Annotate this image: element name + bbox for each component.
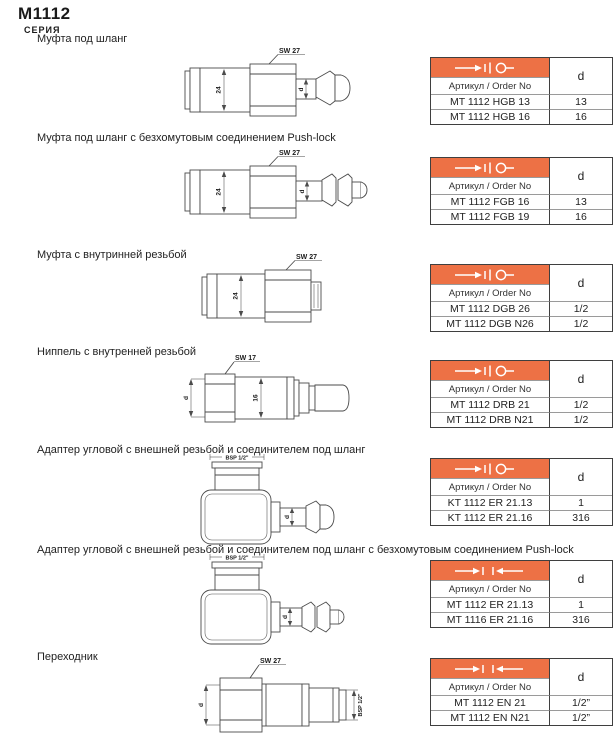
technical-drawing-socket-female (196, 250, 346, 335)
article-cell: MT 1112 ER 21.13 (431, 597, 549, 612)
d-dim-label: d (183, 396, 190, 400)
column-header-article: Артикул / Order No (431, 77, 549, 94)
sw-label: SW 27 (260, 658, 282, 665)
bsp-label: BSP 1/2" (225, 455, 249, 462)
spec-table (430, 57, 613, 125)
article-cell: MT 1112 EN N21 (431, 710, 549, 725)
d-value-cell: 1/2” (549, 695, 612, 710)
article-cell: MT 1112 EN 21 (431, 695, 549, 710)
dim-label: 16 (252, 394, 260, 402)
page-title: М1112 (18, 4, 71, 23)
coupling-flow-icon (451, 461, 529, 477)
table-icon-cell (431, 265, 549, 284)
d-dim-label: d (299, 189, 306, 194)
d-value-cell: 16 (549, 209, 612, 224)
d-value-cell: 1/2 (549, 301, 612, 316)
spec-table (430, 264, 613, 332)
section-title: Ниппель с внутренней резьбой (37, 346, 197, 358)
d-value-cell: 1/2 (549, 397, 612, 412)
adapter-flow-icon (451, 661, 529, 677)
section-title: Переходник (37, 651, 98, 663)
d-dim-label: d (298, 87, 305, 92)
d-value-cell: 1 (549, 597, 612, 612)
column-header-article: Артикул / Order No (431, 380, 549, 397)
spec-table (430, 658, 613, 726)
column-header-d: d (549, 265, 612, 301)
d-value-cell: 316 (549, 510, 612, 525)
technical-drawing-nipple-female (183, 350, 378, 435)
adapter-flow-icon (451, 563, 529, 579)
d-value-cell: 1/2 (549, 412, 612, 427)
table-icon-cell (431, 158, 549, 177)
article-cell: MT 1112 DRB 21 (431, 397, 549, 412)
spec-table (430, 560, 613, 628)
column-header-article: Артикул / Order No (431, 678, 549, 695)
bsp-label: BSP 1/2" (358, 693, 364, 717)
sw-label: SW 27 (296, 254, 318, 261)
spec-table (430, 360, 613, 428)
technical-drawing-elbow-pushlock (172, 550, 367, 645)
column-header-d: d (549, 361, 612, 397)
technical-drawing-socket-hose (183, 44, 358, 132)
article-cell: MT 1112 FGB 16 (431, 194, 549, 209)
d-dim-label: d (282, 615, 289, 619)
technical-drawing-socket-pushlock (183, 146, 373, 234)
column-header-d: d (549, 459, 612, 495)
column-header-article: Артикул / Order No (431, 478, 549, 495)
dim-label: 24 (215, 188, 223, 196)
column-header-article: Артикул / Order No (431, 284, 549, 301)
section-title: Адаптер угловой с внешней резьбой и соединителем под шланг (37, 444, 366, 456)
section-title: Муфта с внутринней резьбой (37, 249, 187, 261)
article-cell: MT 1112 DGB 26 (431, 301, 549, 316)
coupling-flow-icon (451, 160, 529, 176)
d-value-cell: 1/2 (549, 316, 612, 331)
sw-label: SW 27 (279, 48, 301, 55)
column-header-article: Артикул / Order No (431, 177, 549, 194)
d-dim-label: d (284, 515, 291, 519)
section-title: Муфта под шланг (37, 33, 128, 45)
d-value-cell: 13 (549, 194, 612, 209)
article-cell: KT 1112 ER 21.13 (431, 495, 549, 510)
dim-label: 24 (232, 292, 240, 300)
article-cell: MT 1112 DRB N21 (431, 412, 549, 427)
coupling-flow-icon (451, 363, 529, 379)
d-value-cell: 13 (549, 94, 612, 109)
table-icon-cell (431, 361, 549, 380)
column-header-d: d (549, 158, 612, 194)
technical-drawing-elbow-hose (172, 450, 367, 545)
dim-label: 24 (215, 86, 223, 94)
column-header-d: d (549, 561, 612, 597)
d-dim-label: d (198, 703, 205, 707)
spec-table (430, 157, 613, 225)
table-icon-cell (431, 58, 549, 77)
sw-label: SW 27 (279, 150, 301, 157)
table-icon-cell (431, 561, 549, 580)
technical-drawing-adapter (196, 652, 376, 747)
d-value-cell: 1/2” (549, 710, 612, 725)
d-value-cell: 316 (549, 612, 612, 627)
article-cell: MT 1112 HGB 13 (431, 94, 549, 109)
article-cell: MT 1112 HGB 16 (431, 109, 549, 124)
section-title: Муфта под шланг с безхомутовым соединением Push-lock (37, 132, 336, 144)
table-icon-cell (431, 459, 549, 478)
column-header-d: d (549, 659, 612, 695)
article-cell: MT 1112 DGB N26 (431, 316, 549, 331)
spec-table (430, 458, 613, 526)
table-icon-cell (431, 659, 549, 678)
section-title: Адаптер угловой с внешней резьбой и соединителем под шланг с безхомутовым соединением Push-lock (37, 544, 574, 556)
coupling-flow-icon (451, 60, 529, 76)
column-header-d: d (549, 58, 612, 94)
article-cell: KT 1112 ER 21.16 (431, 510, 549, 525)
sw-label: SW 17 (235, 355, 257, 362)
d-value-cell: 1 (549, 495, 612, 510)
column-header-article: Артикул / Order No (431, 580, 549, 597)
article-cell: MT 1112 FGB 19 (431, 209, 549, 224)
bsp-label: BSP 1/2" (225, 555, 249, 562)
series-label: СЕРИЯ (24, 25, 61, 35)
article-cell: MT 1116 ER 21.16 (431, 612, 549, 627)
d-value-cell: 16 (549, 109, 612, 124)
coupling-flow-icon (451, 267, 529, 283)
